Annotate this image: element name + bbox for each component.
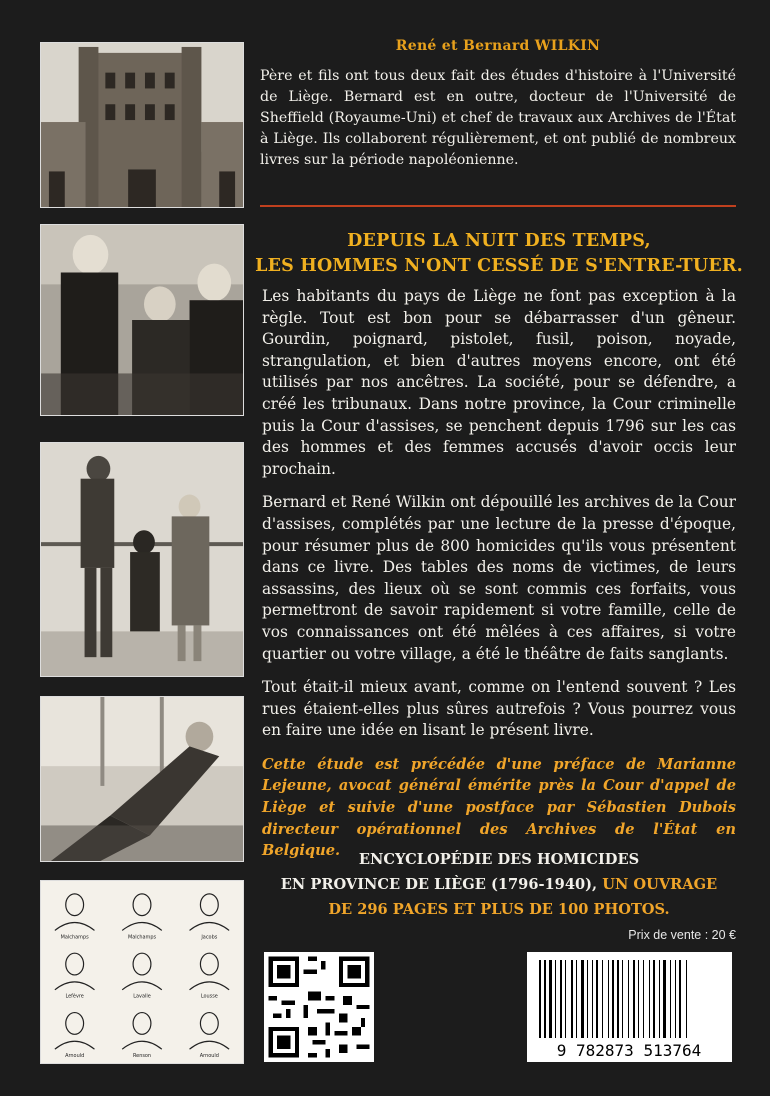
mugshot-label: Lousse (200, 993, 218, 1000)
mugshot-label: Malchamps (60, 934, 89, 941)
body-paragraph-2: Bernard et René Wilkin ont dépouillé les archives de la Cour d'assises, complétés par une lecture de la presse d'époque, pour résumer plus de 800 homicides qu'ils vous présentent dans ce livre. Des tables des noms de victimes, de leurs assassins, des lieux où se sont commis ces forfaits, vous permettront de savoir rapidement si votre famille, celle de vos connaissances ont été mêlées à ces affaires, si votre quartier ou votre village, a été le théâtre de faits sanglants. (262, 493, 736, 663)
encyclopedia-line-3: DE 296 PAGES ET PLUS DE 100 PHOTOS. (328, 901, 670, 918)
isbn-number: 9 782873 513764 (556, 1041, 702, 1060)
mugshot-label: Malchamps (127, 934, 157, 941)
headline (252, 229, 746, 279)
mugshot-drawings-grid (40, 880, 244, 1064)
mugshot-label: Arnould (65, 1053, 85, 1060)
body-text (262, 286, 736, 874)
encyclopedia-line-2-highlight: UN OUVRAGE (602, 876, 718, 893)
body-paragraph-3: Tout était-il mieux avant, comme on l'entend souvent ? Les rues étaient-elles plus sûres autrefois ? Vous pourrez vous en faire une idée en lisant le présent livre. (262, 678, 736, 740)
isbn-barcode (527, 952, 732, 1062)
encyclopedia-line-1: ENCYCLOPÉDIE DES HOMICIDES (358, 851, 640, 868)
author-bio: Père et fils ont tous deux fait des études d'histoire à l'Université de Liège. Bernard est en outre, docteur de l'Université de Sheffield (Royaume-Uni) et chef de travaux aux Archives de l'État à Liège. Ils collaborent régulièrement, et ont publié de nombreux livres sur la période napoléonienne. (260, 68, 736, 168)
headline-line-2: LES HOMMES N'ONT CESSÉ DE S'ENTRE-TUER. (255, 256, 743, 276)
encyclopedia-line-2 (252, 872, 746, 897)
prison-building-photo (40, 42, 244, 208)
qr-code (264, 952, 374, 1062)
body-paragraph-1: Les habitants du pays de Liège ne font pas exception à la règle. Tout est bon pour se débarrasser d'un gêneur. Gourdin, poignard, pistolet, fusil, poison, noyade, strangulation, et bien d'autres moyens encore, ont été utilisés par nos ancêtres. La société, pour se défendre, a créé les tribunaux. Dans notre province, la Cour criminelle puis la Cour d'assises, se penchent depuis 1796 sur les cas des hommes et des femmes accusés d'avoir occis leur prochain. (262, 287, 736, 478)
mugshot-label: Lavalle (133, 993, 151, 1000)
crime-scene-photo (40, 696, 244, 862)
mugshot-label: Renson (132, 1053, 152, 1060)
encyclopedia-summary (252, 847, 746, 922)
mugshot-label: Arnould (199, 1053, 219, 1060)
mugshot-label: Lefèvre (65, 993, 84, 1000)
author-name: René et Bernard WILKIN (395, 38, 601, 54)
section-divider (260, 205, 736, 207)
mugshot-label: Jacobs (201, 934, 218, 941)
price-label: Prix de vente : 20 € (628, 928, 736, 942)
courtroom-guards-photo (40, 224, 244, 416)
headline-line-1: DEPUIS LA NUIT DES TEMPS, (347, 231, 651, 251)
beating-reenactment-photo (40, 442, 244, 677)
preface-note: Cette étude est précédée d'une préface de Marianne Lejeune, avocat général émérite près la Cour d'appel de Liège et suivie d'une postface par Sébastien Dubois directeur opérationnel des Archives de l'État en Belgique. (262, 755, 736, 860)
encyclopedia-line-2-text: EN PROVINCE DE LIÈGE (1796-1940), (280, 876, 598, 893)
